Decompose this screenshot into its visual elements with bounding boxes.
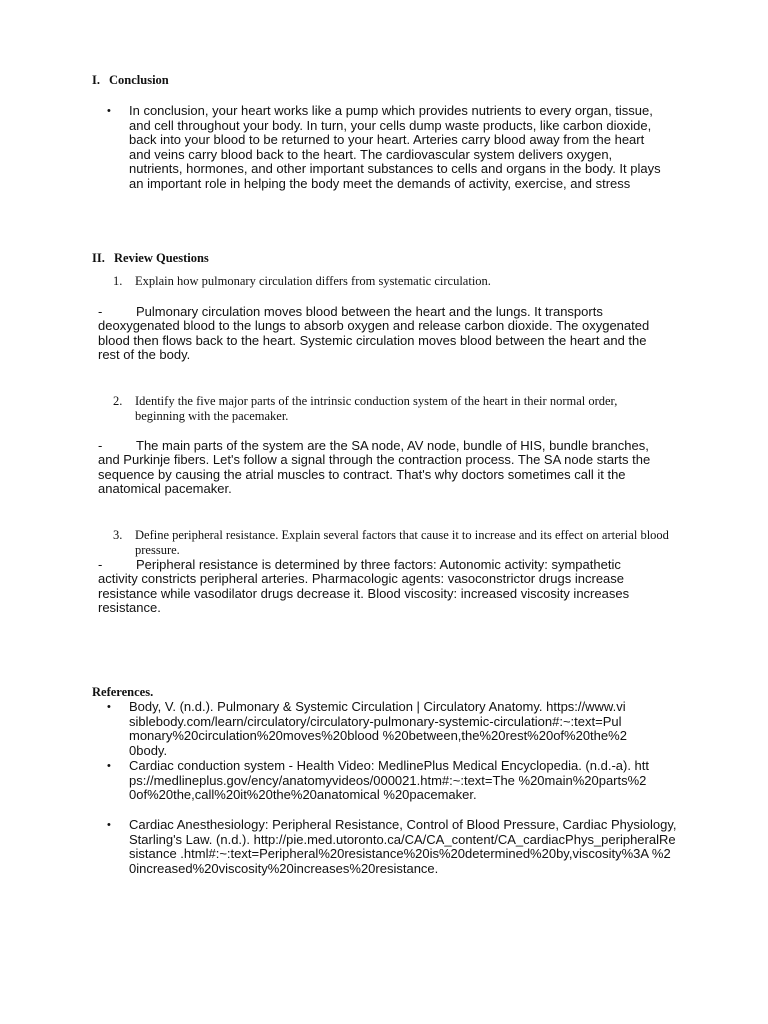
answer-3-marker: - xyxy=(98,557,103,572)
conclusion-heading-title: Conclusion xyxy=(109,73,169,87)
question-3-text: Define peripheral resistance. Explain several factors that cause it to increase and its effect on arterial blood pressure. xyxy=(135,528,669,557)
answer-3-text: Peripheral resistance is determined by three factors: Autonomic activity: sympathetic activity constricts peripheral arteries. Pharmacologic agents: vasoconstrictor drugs increase resistance while vasodilator drugs decrease it. Blood viscosity: increased viscosity increases resistance. xyxy=(98,557,630,616)
question-1-text: Explain how pulmonary circulation differs from systematic circulation. xyxy=(135,274,491,288)
answer-2 xyxy=(98,439,658,497)
question-1 xyxy=(113,274,693,289)
question-3-number: 3. xyxy=(113,528,123,542)
reference-item-1 xyxy=(107,700,687,758)
bullet-icon: • xyxy=(107,701,111,713)
reference-2-text[interactable]: Cardiac conduction system - Health Video: MedlinePlus Medical Encyclopedia. (n.d.-a). https://medlineplus.gov/ency/anatomyvideos/000021.htm#:~:text=The %20main%20parts%20of%20the,call%20it%20the%20anatomical %20pacemaker. xyxy=(129,758,650,803)
conclusion-bullet xyxy=(107,104,667,192)
conclusion-heading-number: I. xyxy=(92,73,100,87)
answer-2-marker: - xyxy=(98,438,103,453)
review-questions-heading xyxy=(92,251,209,266)
question-2-text: Identify the five major parts of the intrinsic conduction system of the heart in their normal order, beginning with the pacemaker. xyxy=(135,394,618,423)
question-2 xyxy=(113,394,693,423)
question-3 xyxy=(113,528,693,557)
answer-3 xyxy=(98,558,658,616)
bullet-icon: • xyxy=(107,819,111,831)
reference-1-text[interactable]: Body, V. (n.d.). Pulmonary & Systemic Circulation | Circulatory Anatomy. https://www.visiblebody.com/learn/circulatory/circulatory-pulmonary-systemic-circulation#:~:text=Pulmonary%20circulation%20moves%20blood %20between,the%20rest%20of%20the%20body. xyxy=(129,699,627,758)
bullet-icon: • xyxy=(107,760,111,772)
answer-2-text: The main parts of the system are the SA node, AV node, bundle of HIS, bundle branches, and Purkinje fibers. Let's follow a signal through the contraction process. The SA node starts the sequence by causing the atrial muscles to contract. That's why doctors sometimes call it the anatomical pacemaker. xyxy=(98,438,651,497)
answer-1-marker: - xyxy=(98,304,103,319)
reference-3-text[interactable]: Cardiac Anesthesiology: Peripheral Resistance, Control of Blood Pressure, Cardiac Physiology, Starling's Law. (n.d.). http://pie.med.utoronto.ca/CA/CA_content/CA_cardiacPhys_peripheralResistance .html#:~:text=Peripheral%20resistance%20is%20determined%20by,viscosity%3A %20increased%20viscosity%20increases%20resistance. xyxy=(129,817,677,876)
answer-1-text: Pulmonary circulation moves blood between the heart and the lungs. It transports deoxygenated blood to the lungs to absorb oxygen and release carbon dioxide. The oxygenated blood then flows back to the heart. Systemic circulation moves blood between the heart and the rest of the body. xyxy=(98,304,650,363)
conclusion-heading xyxy=(92,73,169,88)
reference-item-3 xyxy=(107,818,687,876)
answer-1 xyxy=(98,305,658,363)
question-1-number: 1. xyxy=(113,274,123,288)
question-2-number: 2. xyxy=(113,394,123,408)
references-heading: References. xyxy=(92,685,154,699)
conclusion-text: In conclusion, your heart works like a pump which provides nutrients to every organ, tissue, and cell throughout your body. In turn, your cells dump waste products, like carbon dioxide, back into your blood to be returned to your heart. Arteries carry blood away from the heart and veins carry blood back to the heart. The cardiovascular system delivers oxygen, nutrients, hormones, and other important substances to cells and organs in the body. It plays an important role in helping the body meet the demands of activity, exercise, and stress xyxy=(129,103,661,191)
review-heading-title: Review Questions xyxy=(114,251,209,265)
reference-item-2 xyxy=(107,759,687,803)
review-heading-number: II. xyxy=(92,251,105,265)
bullet-icon: • xyxy=(107,105,111,117)
